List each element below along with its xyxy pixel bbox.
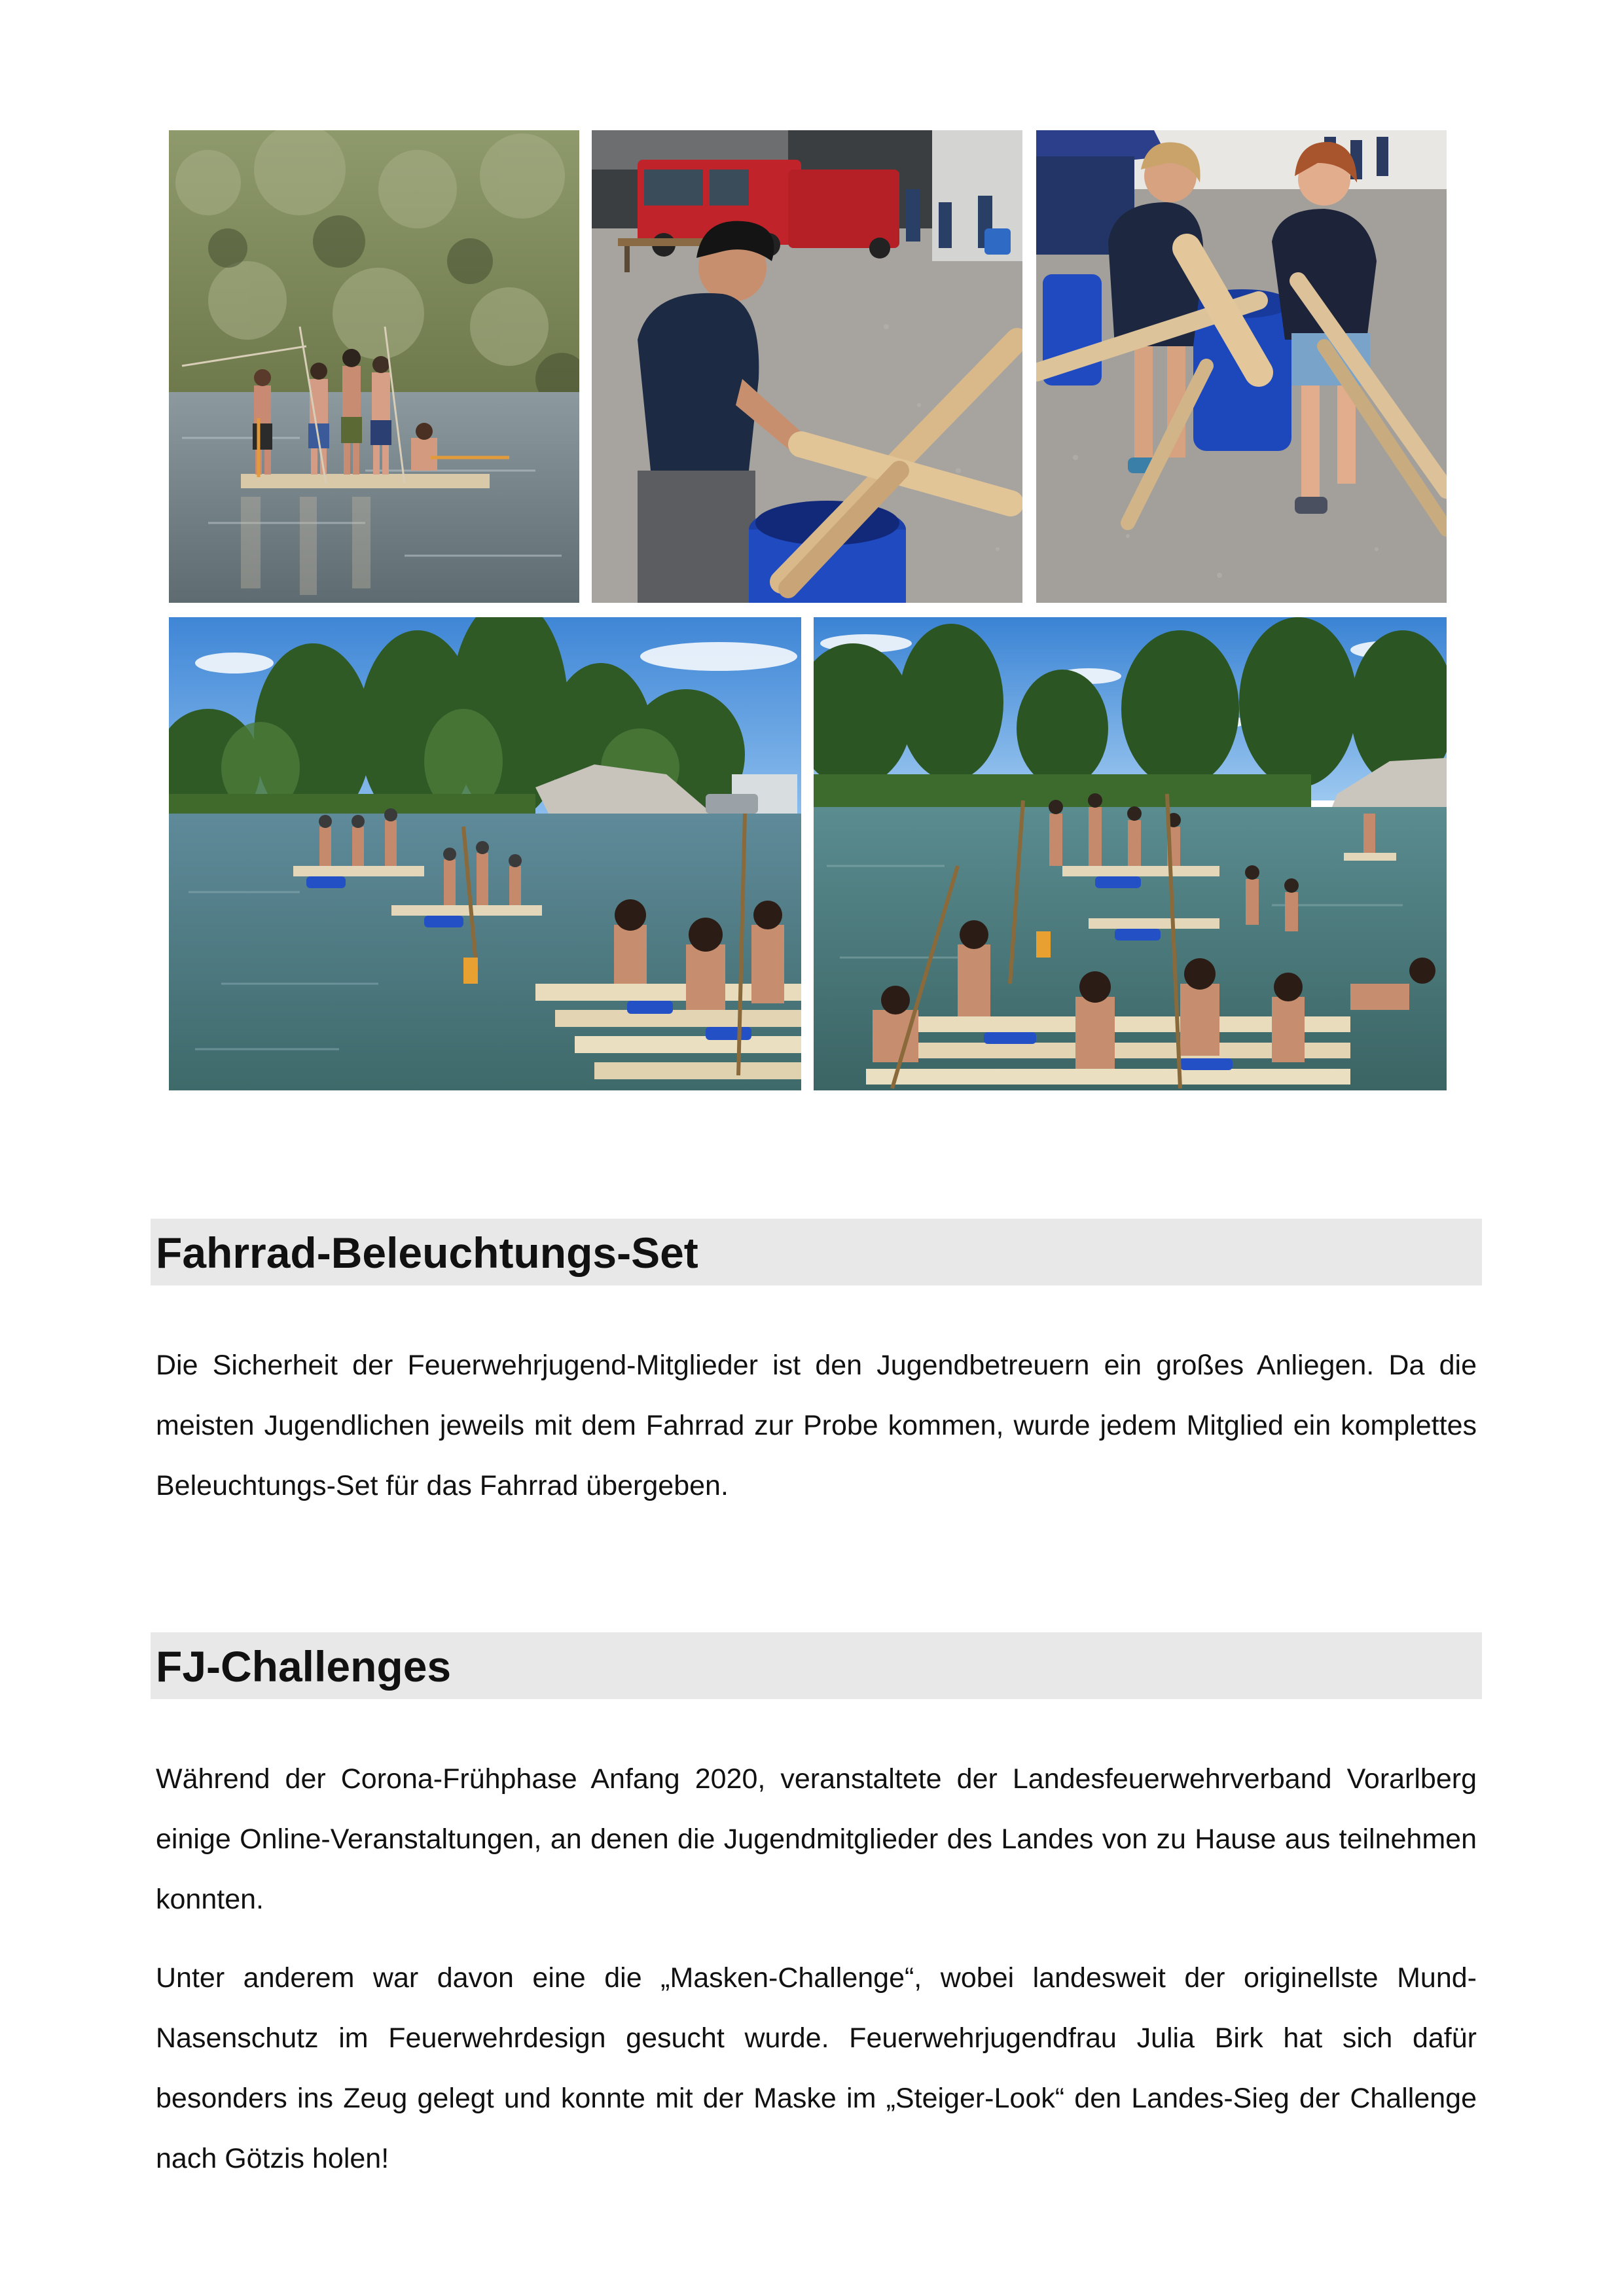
section-paragraph: Unter anderem war davon eine die „Masken-Challenge“, wobei landesweit der originellste Mund-Nasenschutz im Feuerwehrdesign gesucht wurde. Feuerwehrjugendfrau Julia Birk hat sich dafür besonders ins Zeug gelegt und konnte mit der Maske im „Steiger-Look“ den Landes-Sieg der Challenge nach Götzis holen! bbox=[156, 1962, 1477, 2174]
photo-group-rafts-right bbox=[814, 617, 1447, 1090]
photo-raft-on-lake bbox=[169, 130, 579, 603]
section-heading: Fahrrad-Beleuchtungs-Set bbox=[156, 1229, 698, 1277]
photo-group-rafts-left bbox=[169, 617, 801, 1090]
photo-boy-tying-logs bbox=[592, 130, 1022, 603]
section-heading-bar bbox=[151, 1219, 1482, 1285]
section-paragraph: Die Sicherheit der Feuerwehrjugend-Mitglieder ist den Jugendbetreuern ein großes Anliegen. Da die meisten Jugendlichen jeweils mit dem Fahrrad zur Probe kommen, wurde jedem Mitglied ein komplettes Beleuchtungs-Set für das Fahrrad übergeben. bbox=[156, 1350, 1477, 1501]
section-paragraph: Während der Corona-Frühphase Anfang 2020, veranstaltete der Landesfeuerwehrverband Vorarlberg einige Online-Veranstaltungen, an denen die Jugendmitglieder des Landes von zu Hause aus teilnehmen konnten. bbox=[156, 1763, 1477, 1915]
section-heading: FJ-Challenges bbox=[156, 1642, 452, 1691]
section-heading-bar bbox=[151, 1632, 1482, 1699]
photo-girls-assembling-raft bbox=[1036, 130, 1447, 603]
